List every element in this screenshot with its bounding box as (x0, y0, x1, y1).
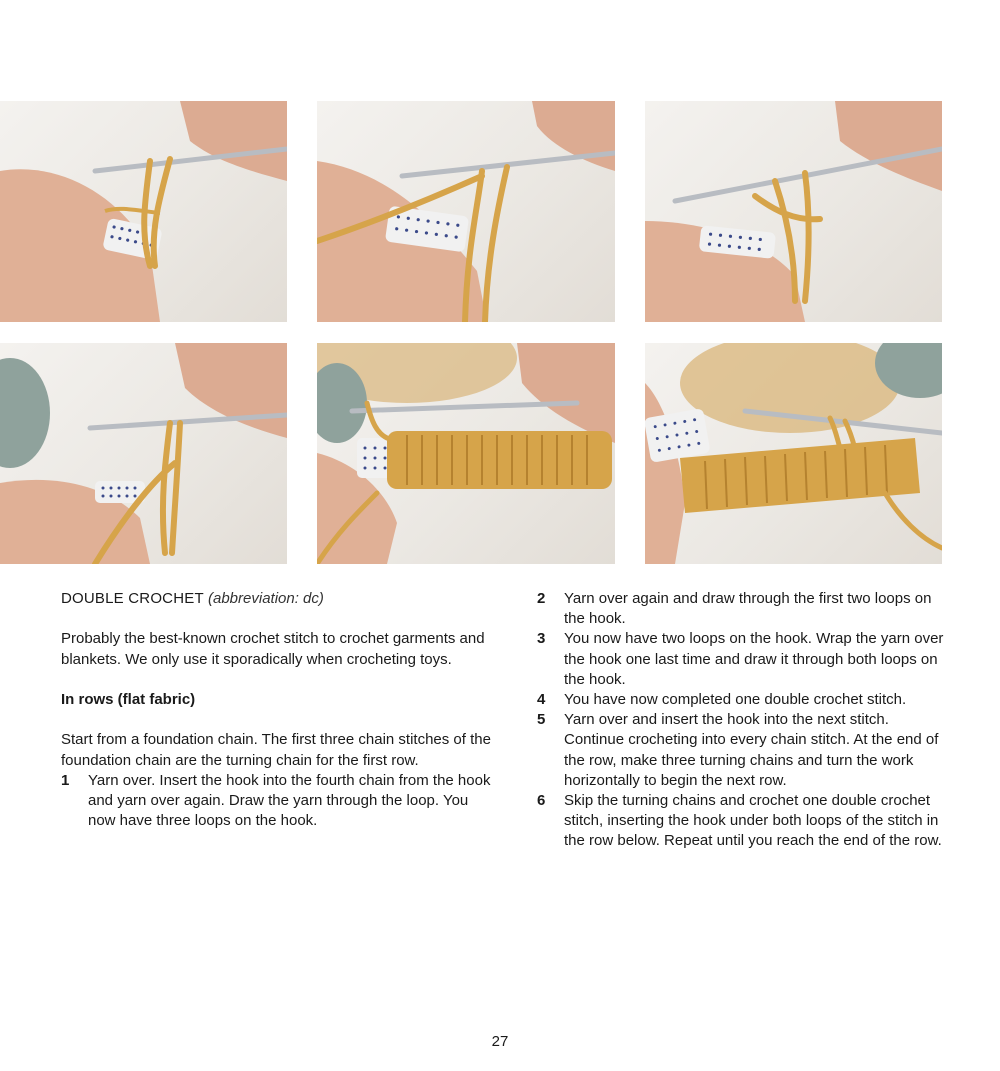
step-photo-2 (317, 101, 615, 322)
subheading: In rows (flat fabric) (61, 690, 196, 708)
step-number: 5 (537, 711, 546, 729)
step-photo-5 (317, 343, 615, 564)
step-item (537, 710, 949, 791)
step-photo-4 (0, 343, 287, 564)
step-text: You have now completed one double crochet stitch. (564, 691, 907, 709)
step-list-right (537, 589, 949, 852)
step-item (537, 629, 949, 690)
step-photo-1 (0, 101, 287, 322)
step-text: Skip the turning chains and crochet one double crochet stitch, inserting the hook under both loops of the stitch in the row below. Repeat until you reach the end of the row. (564, 792, 942, 850)
step-photo-6 (645, 343, 942, 564)
step-text: Yarn over and insert the hook into the next stitch. Continue crocheting into every chain stitch. At the end of the row, make three turning chains and turn the work horizontally to begin the next row. (564, 711, 939, 789)
step-item (61, 771, 491, 832)
step-item (537, 589, 949, 629)
step-text: Yarn over. Insert the hook into the fourth chain from the hook and yarn over again. Draw the yarn through the loop. You now have three loops on the hook. (88, 771, 491, 830)
step-number: 1 (61, 771, 70, 789)
section-title: DOUBLE CROCHET (61, 590, 204, 607)
crochet-swatch-photo-icon (317, 343, 615, 564)
crochet-chain-photo-icon (0, 343, 287, 564)
crochet-swatch-photo-icon (645, 343, 942, 564)
step-list-left (61, 771, 491, 832)
left-text-column (61, 589, 491, 831)
step-photo-3 (645, 101, 942, 322)
step-text: You now have two loops on the hook. Wrap the yarn over the hook one last time and draw it through both loops on the hook. (564, 630, 944, 688)
step-number: 3 (537, 630, 546, 648)
section-abbreviation: (abbreviation: dc) (208, 590, 324, 607)
step-item (537, 791, 949, 852)
page-number: 27 (491, 1033, 509, 1050)
intro-paragraph: Probably the best-known crochet stitch to crochet garments and blankets. We only use it sporadically when crocheting toys. (61, 630, 485, 668)
step-number: 6 (537, 792, 546, 810)
step-item (537, 690, 949, 710)
lead-paragraph: Start from a foundation chain. The first three chain stitches of the foundation chain are the turning chain for the first row. (61, 731, 491, 769)
crochet-chain-photo-icon (645, 101, 942, 322)
step-number: 2 (537, 590, 546, 607)
section-heading (61, 589, 491, 609)
crochet-chain-photo-icon (0, 101, 287, 322)
step-text: Yarn over again and draw through the first two loops on the hook. (564, 590, 932, 628)
right-text-column (537, 589, 949, 852)
step-number: 4 (537, 691, 546, 709)
crochet-chain-photo-icon (317, 101, 615, 322)
